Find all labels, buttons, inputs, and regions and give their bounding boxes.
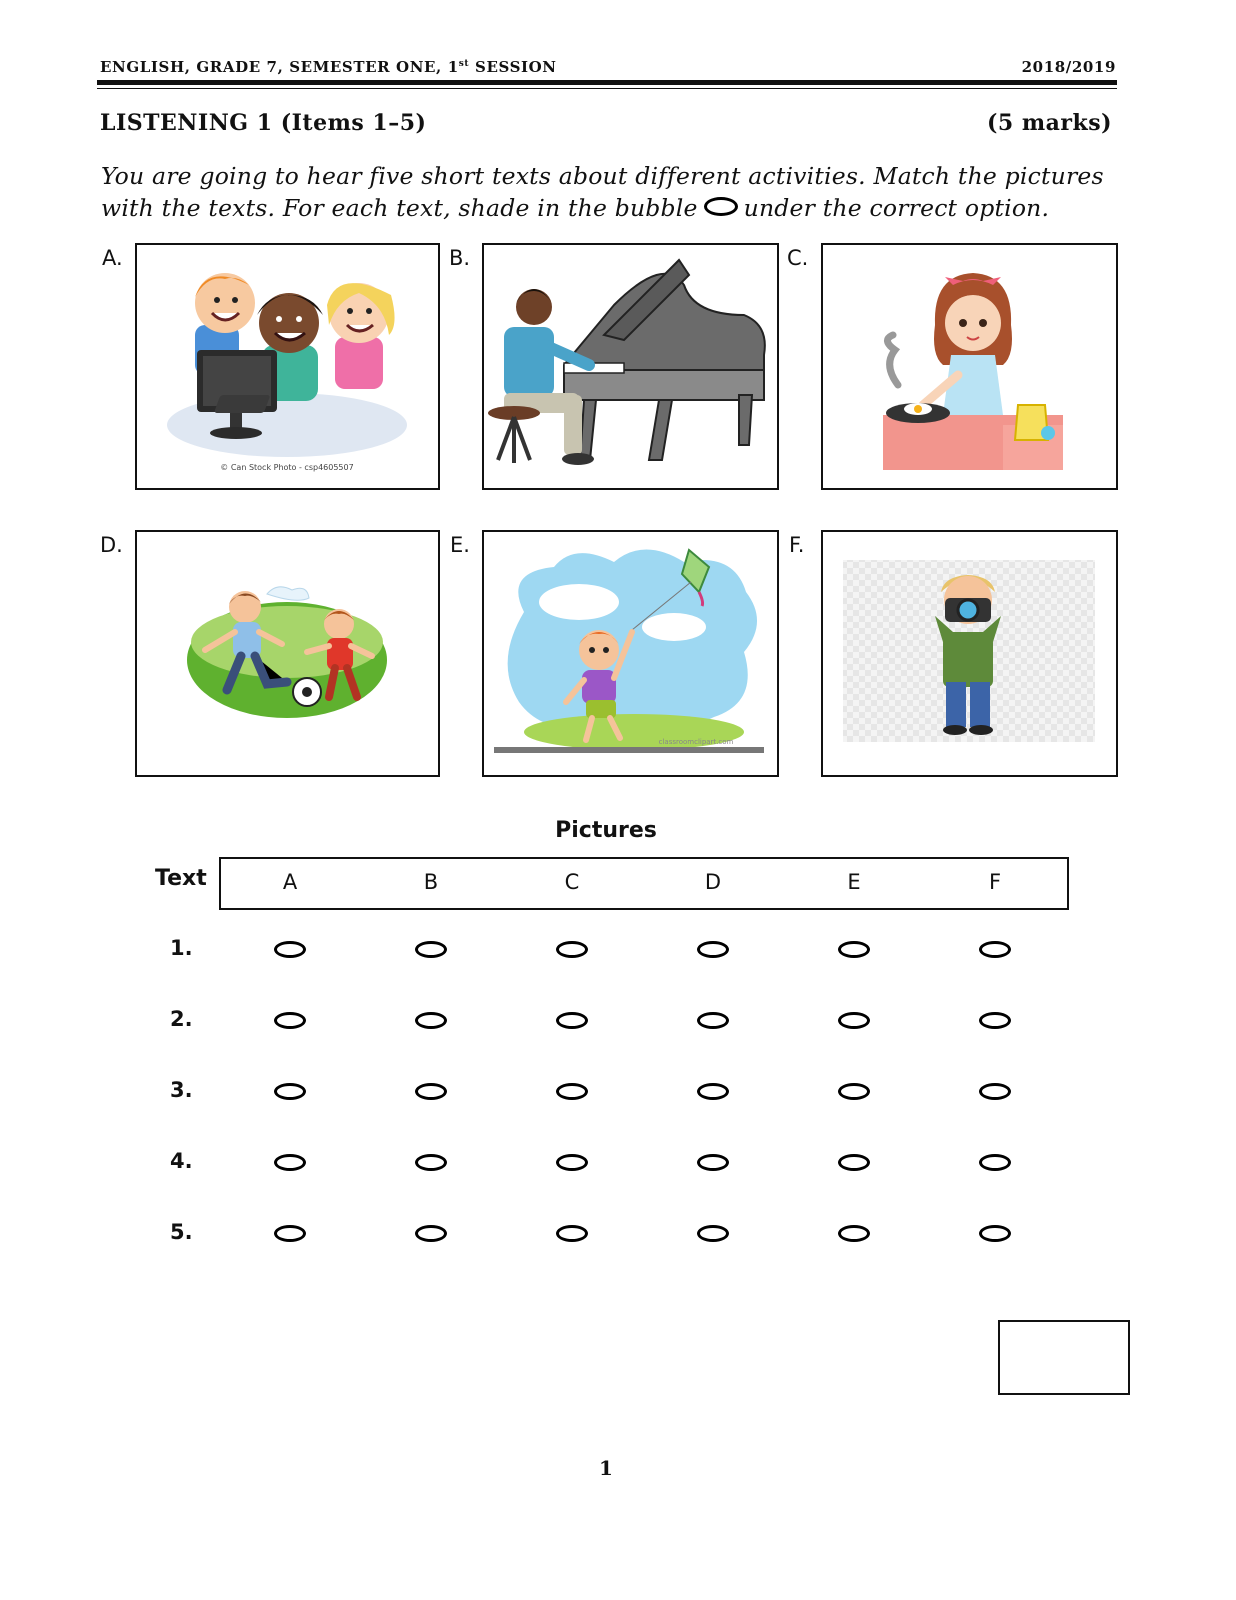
picture-label-a: A.: [102, 246, 123, 270]
answer-bubble-1-f[interactable]: [979, 941, 1011, 958]
row-label-2: 2.: [170, 1007, 193, 1031]
column-header-c: C: [564, 870, 580, 894]
boy-flying-kite-illustration-icon: [484, 532, 777, 775]
instructions: [101, 160, 1111, 224]
boy-with-camera-illustration-icon: [823, 532, 1116, 775]
exam-year: 2018/2019: [1021, 58, 1116, 76]
section-marks: (5 marks): [986, 110, 1112, 136]
answer-bubble-2-f[interactable]: [979, 1012, 1011, 1029]
answer-bubble-4-d[interactable]: [697, 1154, 729, 1171]
answer-bubble-3-d[interactable]: [697, 1083, 729, 1100]
answer-bubble-4-e[interactable]: [838, 1154, 870, 1171]
man-playing-piano-illustration-icon: [484, 245, 777, 488]
row-label-5: 5.: [170, 1220, 193, 1244]
score-box: [998, 1320, 1130, 1395]
instructions-text-2: under the correct option.: [743, 194, 1050, 222]
answer-bubble-1-b[interactable]: [415, 941, 447, 958]
column-header-d: D: [704, 870, 722, 894]
picture-label-b: B.: [449, 246, 471, 270]
picture-e-credit: classroomclipart.com: [658, 738, 734, 746]
header-rule-thin: [97, 88, 1117, 89]
exam-header-main: ENGLISH, GRADE 7, SEMESTER ONE, 1: [100, 58, 459, 76]
picture-label-d: D.: [100, 533, 123, 557]
answer-bubble-3-e[interactable]: [838, 1083, 870, 1100]
picture-d: [135, 530, 440, 777]
text-caption: Text: [155, 866, 207, 891]
answer-bubble-5-d[interactable]: [697, 1225, 729, 1242]
answer-bubble-5-b[interactable]: [415, 1225, 447, 1242]
column-header-a: A: [282, 870, 298, 894]
exam-header: [100, 58, 557, 76]
answer-bubble-4-f[interactable]: [979, 1154, 1011, 1171]
answer-bubble-2-c[interactable]: [556, 1012, 588, 1029]
picture-f: [821, 530, 1118, 777]
answer-bubble-2-b[interactable]: [415, 1012, 447, 1029]
row-label-1: 1.: [170, 936, 193, 960]
answer-bubble-3-a[interactable]: [274, 1083, 306, 1100]
kids-at-computer-illustration-icon: [137, 245, 438, 488]
answer-bubble-1-e[interactable]: [838, 941, 870, 958]
girl-cooking-illustration-icon: [823, 245, 1116, 488]
answer-bubble-2-a[interactable]: [274, 1012, 306, 1029]
answer-bubble-5-e[interactable]: [838, 1225, 870, 1242]
answer-bubble-4-b[interactable]: [415, 1154, 447, 1171]
picture-label-c: C.: [787, 246, 809, 270]
bubble-example-icon: [704, 197, 738, 216]
row-label-4: 4.: [170, 1149, 193, 1173]
header-rule-thick: [97, 80, 1117, 85]
answer-bubble-4-a[interactable]: [274, 1154, 306, 1171]
exam-header-sup: st: [458, 59, 470, 69]
answer-bubble-3-c[interactable]: [556, 1083, 588, 1100]
picture-e: [482, 530, 779, 777]
section-title: LISTENING 1 (Items 1–5): [100, 110, 427, 136]
picture-b: [482, 243, 779, 490]
column-header-f: F: [988, 870, 1002, 894]
answer-bubble-2-e[interactable]: [838, 1012, 870, 1029]
boys-playing-football-illustration-icon: [137, 532, 438, 775]
pictures-caption: Pictures: [555, 818, 657, 843]
picture-label-f: F.: [789, 533, 805, 557]
exam-header-tail: SESSION: [469, 58, 557, 76]
picture-c: [821, 243, 1118, 490]
answer-bubble-1-d[interactable]: [697, 941, 729, 958]
column-header-box: [219, 857, 1069, 910]
picture-a-credit: © Can Stock Photo - csp4605507: [220, 463, 354, 472]
answer-bubble-1-c[interactable]: [556, 941, 588, 958]
answer-bubble-2-d[interactable]: [697, 1012, 729, 1029]
answer-bubble-3-f[interactable]: [979, 1083, 1011, 1100]
picture-a: [135, 243, 440, 490]
instructions-text-1: You are going to hear five short texts about different activities. Match the pictures with the texts. For each text, shade in the bubble: [101, 162, 1104, 222]
row-label-3: 3.: [170, 1078, 193, 1102]
answer-bubble-5-f[interactable]: [979, 1225, 1011, 1242]
page-number: 1: [599, 1456, 613, 1480]
answer-bubble-5-a[interactable]: [274, 1225, 306, 1242]
column-header-e: E: [847, 870, 861, 894]
picture-label-e: E.: [450, 533, 470, 557]
answer-bubble-4-c[interactable]: [556, 1154, 588, 1171]
answer-bubble-5-c[interactable]: [556, 1225, 588, 1242]
answer-bubble-1-a[interactable]: [274, 941, 306, 958]
answer-bubble-3-b[interactable]: [415, 1083, 447, 1100]
column-header-b: B: [423, 870, 439, 894]
